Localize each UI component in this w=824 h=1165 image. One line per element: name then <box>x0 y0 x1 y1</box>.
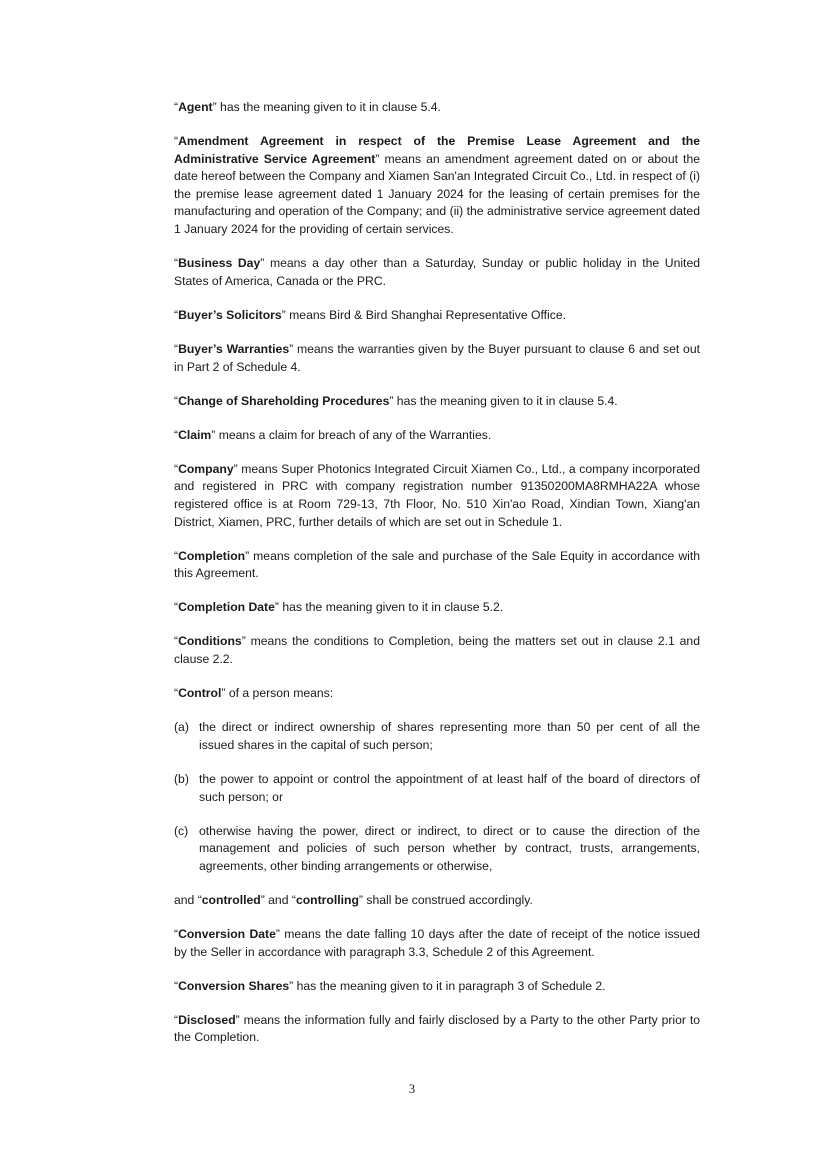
definition-completion: “Completion” means completion of the sale and purchase of the Sale Equity in accordance with this Agreement. <box>174 548 700 581</box>
definition-business-day: “Business Day” means a day other than a Saturday, Sunday or public holiday in the United States of America, Canada or the PRC. <box>174 256 700 288</box>
defined-term: Buyer’s Warranties <box>178 341 290 356</box>
item-text: otherwise having the power, direct or indirect, to direct or to cause the direction of the management and policies of such person whether by contract, trusts, arrangements, agreements, other binding arrangements or otherwise, <box>199 823 700 873</box>
control-item-c <box>174 823 700 876</box>
definition-buyers-solicitors: “Buyer’s Solicitors” means Bird & Bird Shanghai Representative Office. <box>174 307 566 322</box>
defined-term: Control <box>178 686 222 701</box>
defined-term: Change of Shareholding Procedures <box>178 393 390 408</box>
definition-company: “Company” means Super Photonics Integrated Circuit Xiamen Co., Ltd., a company incorporated and registered in PRC with company registration number 91350200MA8RMHA22A whose registered office is at Room 729-13, 7th Floor, No. 510 Xin'ao Road, Xindian Town, Xiang'an District, Xiamen, PRC, further details of which are set out in Schedule 1. <box>174 461 700 529</box>
definition-control: “Control” of a person means: <box>174 686 334 701</box>
definition-buyers-warranties: “Buyer’s Warranties” means the warranties given by the Buyer pursuant to clause 6 and set out in Part 2 of Schedule 4. <box>174 341 700 374</box>
definition-change-of-shareholding: “Change of Shareholding Procedures” has the meaning given to it in clause 5.4. <box>174 393 618 408</box>
definition-completion-date: “Completion Date” has the meaning given to it in clause 5.2. <box>174 600 504 615</box>
definition-conversion-date: “Conversion Date” means the date falling 10 days after the date of receipt of the notice issued by the Seller in accordance with paragraph 3.3, Schedule 2 of this Agreement. <box>174 927 700 959</box>
defined-term: Business Day <box>178 256 261 271</box>
defined-term: controlled <box>201 892 261 907</box>
document-body <box>174 99 700 1063</box>
item-text: the direct or indirect ownership of shares representing more than 50 per cent of all the issued shares in the capital of such person; <box>199 720 700 752</box>
control-item-b <box>174 771 700 806</box>
defined-term: Agent <box>178 100 213 114</box>
control-item-a <box>174 719 700 754</box>
item-label: (c) <box>174 823 189 838</box>
definition-agent: “Agent” has the meaning given to it in clause 5.4. <box>174 100 441 114</box>
defined-term: Amendment Agreement in respect of the Premise Lease Agreement and the Administrative Service Agreement <box>174 134 700 166</box>
defined-term: Completion Date <box>178 600 275 615</box>
definition-disclosed: “Disclosed” means the information fully and fairly disclosed by a Party to the other Party prior to the Completion. <box>174 1012 700 1045</box>
item-text: the power to appoint or control the appointment of at least half of the board of directors of such person; or <box>199 771 700 804</box>
defined-term: Company <box>178 461 234 476</box>
definition-conditions: “Conditions” means the conditions to Completion, being the matters set out in clause 2.1 and clause 2.2. <box>174 634 700 667</box>
defined-term: Conditions <box>178 634 242 649</box>
definition-claim: “Claim” means a claim for breach of any of the Warranties. <box>174 427 492 442</box>
control-closing-sentence: and “controlled” and “controlling” shall be construed accordingly. <box>174 892 533 907</box>
page-number: 3 <box>408 1082 416 1096</box>
defined-term: Conversion Shares <box>178 978 290 993</box>
definition-amendment-agreement: “Amendment Agreement in respect of the Premise Lease Agreement and the Administrative Service Agreement” means an amendment agreement dated on or about the date hereof between the Company and Xiamen San'an Integrated Circuit Co., Ltd. in respect of (i) the premise lease agreement dated 1 January 2024 for the leasing of certain premises for the manufacturing and operation of the Company; and (ii) the administrative service agreement dated 1 January 2024 for the providing of certain services. <box>174 134 701 237</box>
defined-term: Claim <box>178 427 212 442</box>
defined-term: Disclosed <box>178 1012 236 1027</box>
defined-term: Buyer’s Solicitors <box>178 307 282 322</box>
definition-conversion-shares: “Conversion Shares” has the meaning given to it in paragraph 3 of Schedule 2. <box>174 978 606 993</box>
item-label: (a) <box>174 720 189 735</box>
defined-term: Completion <box>178 548 246 563</box>
defined-term: Conversion Date <box>178 927 276 941</box>
defined-term: controlling <box>295 892 359 907</box>
item-label: (b) <box>174 771 189 786</box>
